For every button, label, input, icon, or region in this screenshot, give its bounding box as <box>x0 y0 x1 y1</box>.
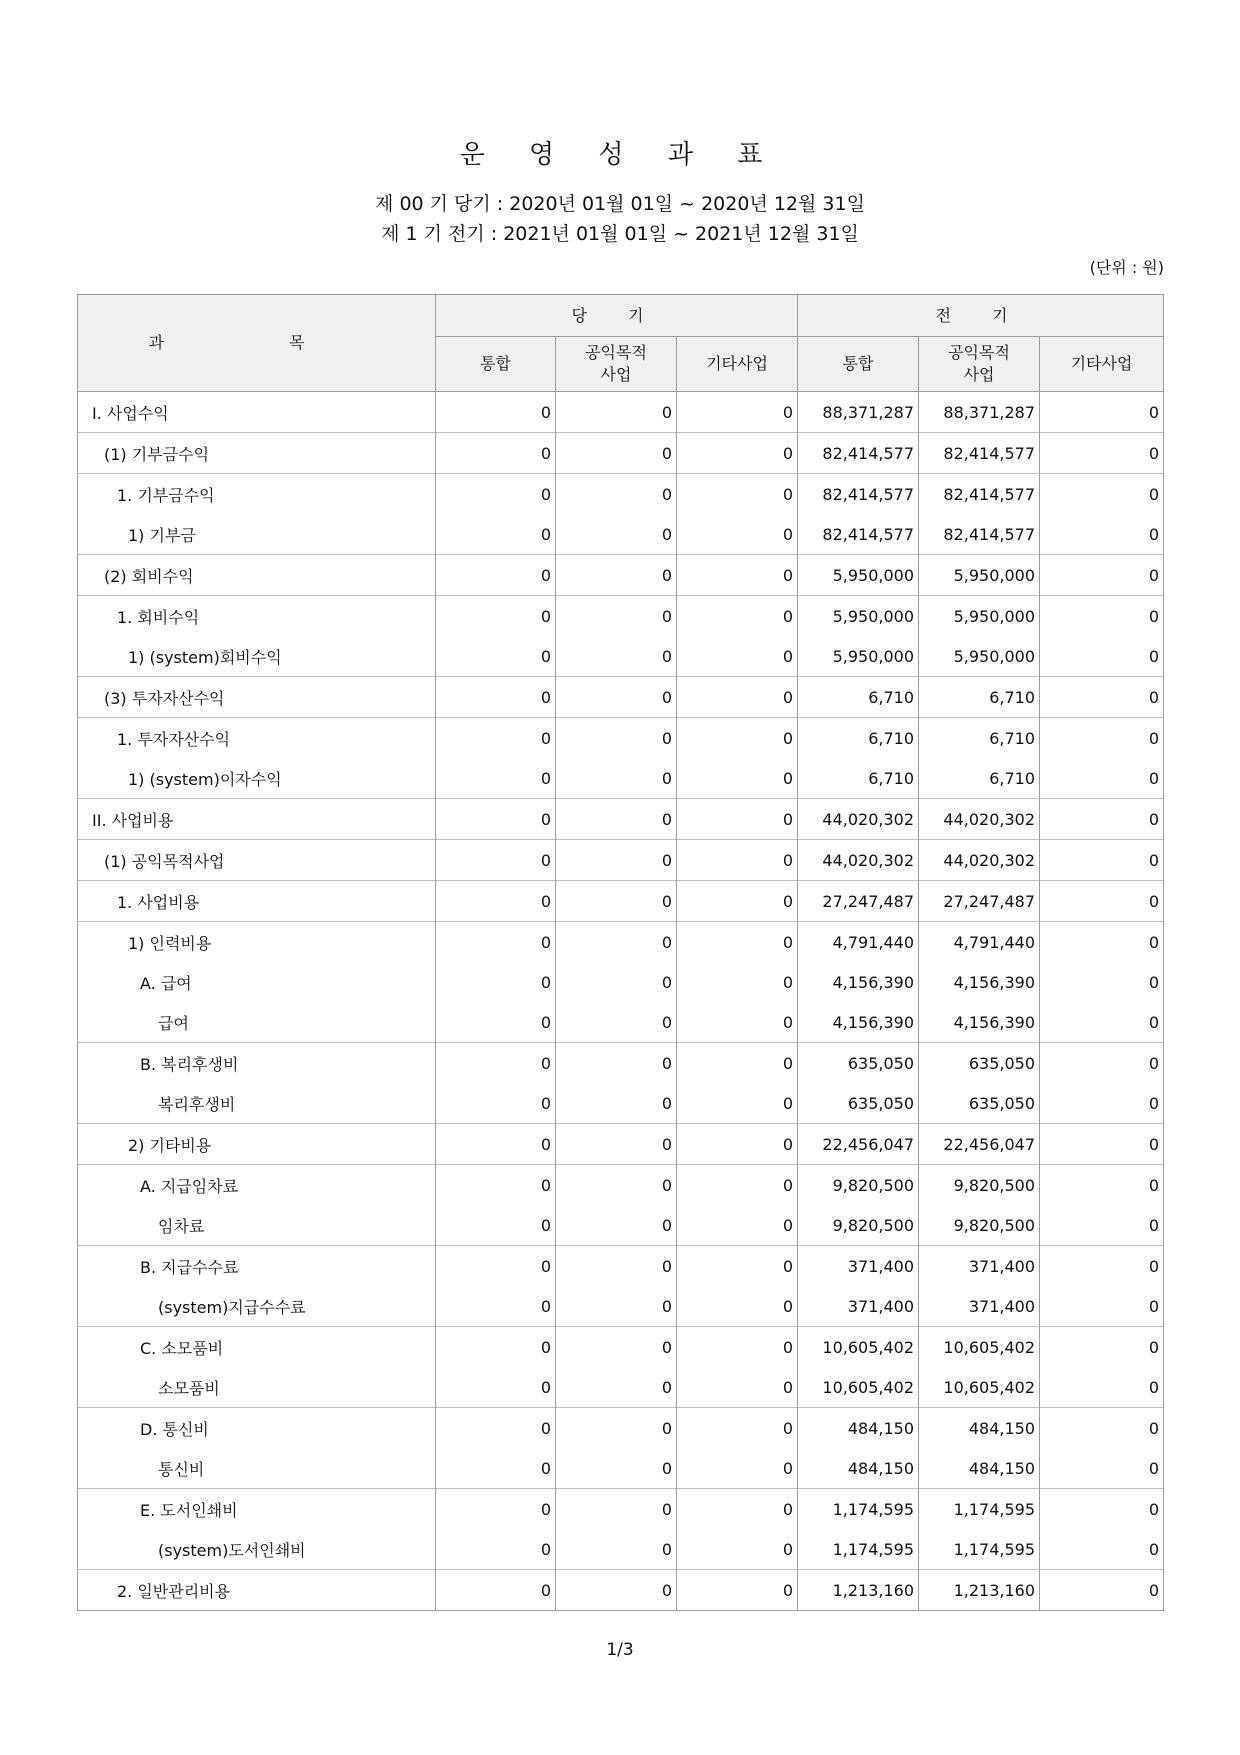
current-other-business-cell: 0 <box>677 718 798 759</box>
current-total-cell: 0 <box>436 1367 556 1408</box>
current-other-business-cell: 0 <box>677 1489 798 1530</box>
current-other-business-cell: 0 <box>677 433 798 474</box>
current-other-business-cell: 0 <box>677 1205 798 1246</box>
account-name-cell: II. 사업비용 <box>78 799 436 840</box>
previous-other-business-cell: 0 <box>1040 555 1164 596</box>
previous-total-cell: 4,156,390 <box>798 1002 919 1043</box>
current-total-cell: 0 <box>436 474 556 515</box>
current-other-business-cell: 0 <box>677 392 798 433</box>
previous-other-business-cell: 0 <box>1040 881 1164 922</box>
previous-other-business-cell: 0 <box>1040 392 1164 433</box>
current-total-cell: 0 <box>436 677 556 718</box>
current-public-purpose-cell: 0 <box>556 881 677 922</box>
previous-public-purpose-cell: 6,710 <box>919 718 1040 759</box>
current-total-cell: 0 <box>436 799 556 840</box>
previous-other-business-cell: 0 <box>1040 922 1164 963</box>
current-public-purpose-cell: 0 <box>556 474 677 515</box>
previous-other-business-cell: 0 <box>1040 596 1164 637</box>
account-name-cell: 1. 사업비용 <box>78 881 436 922</box>
current-total-cell: 0 <box>436 758 556 799</box>
previous-other-business-cell: 0 <box>1040 1448 1164 1489</box>
current-period-header: 당 기 <box>436 295 798 337</box>
previous-total-cell: 44,020,302 <box>798 840 919 881</box>
previous-public-purpose-cell: 82,414,577 <box>919 474 1040 515</box>
table-row <box>78 881 1164 922</box>
previous-period-header: 전 기 <box>798 295 1164 337</box>
current-other-business-cell: 0 <box>677 1165 798 1206</box>
current-public-purpose-cell: 0 <box>556 1570 677 1611</box>
current-total-cell: 0 <box>436 718 556 759</box>
previous-total-cell: 5,950,000 <box>798 636 919 677</box>
account-name-cell: (1) 공익목적사업 <box>78 840 436 881</box>
current-total-cell: 0 <box>436 1205 556 1246</box>
current-total-cell: 0 <box>436 555 556 596</box>
previous-total-header: 통합 <box>798 337 919 392</box>
current-total-cell: 0 <box>436 881 556 922</box>
current-public-purpose-cell: 0 <box>556 1367 677 1408</box>
account-name-cell: 1) 인력비용 <box>78 922 436 963</box>
current-other-business-cell: 0 <box>677 596 798 637</box>
previous-public-purpose-cell: 82,414,577 <box>919 514 1040 555</box>
previous-total-cell: 6,710 <box>798 677 919 718</box>
current-other-business-cell: 0 <box>677 474 798 515</box>
previous-public-purpose-cell: 9,820,500 <box>919 1205 1040 1246</box>
current-public-purpose-cell: 0 <box>556 1529 677 1570</box>
table-row <box>78 1286 1164 1327</box>
table-row <box>78 1367 1164 1408</box>
previous-total-cell: 9,820,500 <box>798 1165 919 1206</box>
account-name-cell: 2) 기타비용 <box>78 1124 436 1165</box>
current-other-business-cell: 0 <box>677 922 798 963</box>
previous-total-cell: 5,950,000 <box>798 555 919 596</box>
current-total-cell: 0 <box>436 1165 556 1206</box>
previous-total-cell: 635,050 <box>798 1043 919 1084</box>
account-name-cell: (3) 투자자산수익 <box>78 677 436 718</box>
previous-other-business-cell: 0 <box>1040 514 1164 555</box>
previous-total-cell: 27,247,487 <box>798 881 919 922</box>
account-name-cell: 소모품비 <box>78 1367 436 1408</box>
previous-total-cell: 88,371,287 <box>798 392 919 433</box>
table-row <box>78 1083 1164 1124</box>
account-name-cell: (system)지급수수료 <box>78 1286 436 1327</box>
current-total-cell: 0 <box>436 840 556 881</box>
current-public-purpose-header: 공익목적 사업 <box>556 337 677 392</box>
current-public-purpose-cell: 0 <box>556 1124 677 1165</box>
previous-total-cell: 9,820,500 <box>798 1205 919 1246</box>
current-total-cell: 0 <box>436 392 556 433</box>
current-public-purpose-cell: 0 <box>556 1408 677 1449</box>
previous-public-purpose-cell: 9,820,500 <box>919 1165 1040 1206</box>
current-public-purpose-cell: 0 <box>556 962 677 1002</box>
previous-public-purpose-cell: 484,150 <box>919 1408 1040 1449</box>
previous-total-cell: 22,456,047 <box>798 1124 919 1165</box>
current-other-business-cell: 0 <box>677 1327 798 1368</box>
previous-other-business-cell: 0 <box>1040 799 1164 840</box>
table-row <box>78 1124 1164 1165</box>
current-public-purpose-cell: 0 <box>556 1286 677 1327</box>
current-total-cell: 0 <box>436 1529 556 1570</box>
table-row <box>78 474 1164 515</box>
account-name-cell: 1. 투자자산수익 <box>78 718 436 759</box>
current-other-business-cell: 0 <box>677 1043 798 1084</box>
current-total-header: 통합 <box>436 337 556 392</box>
previous-other-business-cell: 0 <box>1040 1124 1164 1165</box>
previous-other-business-cell: 0 <box>1040 1286 1164 1327</box>
previous-other-business-cell: 0 <box>1040 1489 1164 1530</box>
previous-public-purpose-cell: 1,213,160 <box>919 1570 1040 1611</box>
current-public-purpose-cell: 0 <box>556 1165 677 1206</box>
current-total-cell: 0 <box>436 962 556 1002</box>
table-header <box>78 295 1164 392</box>
previous-other-business-cell: 0 <box>1040 962 1164 1002</box>
previous-public-purpose-cell: 27,247,487 <box>919 881 1040 922</box>
current-total-cell: 0 <box>436 514 556 555</box>
previous-total-cell: 82,414,577 <box>798 514 919 555</box>
previous-total-cell: 1,213,160 <box>798 1570 919 1611</box>
table-row <box>78 636 1164 677</box>
current-other-business-cell: 0 <box>677 1570 798 1611</box>
account-name-cell: D. 통신비 <box>78 1408 436 1449</box>
previous-total-cell: 1,174,595 <box>798 1489 919 1530</box>
previous-public-purpose-cell: 10,605,402 <box>919 1367 1040 1408</box>
table-row <box>78 1408 1164 1449</box>
previous-total-cell: 82,414,577 <box>798 474 919 515</box>
previous-public-purpose-cell: 1,174,595 <box>919 1489 1040 1530</box>
current-other-business-header: 기타사업 <box>677 337 798 392</box>
previous-other-business-cell: 0 <box>1040 1246 1164 1287</box>
previous-other-business-cell: 0 <box>1040 636 1164 677</box>
current-other-business-cell: 0 <box>677 677 798 718</box>
previous-other-business-cell: 0 <box>1040 1165 1164 1206</box>
previous-other-business-cell: 0 <box>1040 1570 1164 1611</box>
table-body <box>78 392 1164 1611</box>
current-public-purpose-cell: 0 <box>556 718 677 759</box>
current-period-line: 제 00 기 당기 : 2020년 01월 01일 ~ 2020년 12월 31일 <box>375 193 865 215</box>
previous-other-business-cell: 0 <box>1040 1205 1164 1246</box>
table-row <box>78 1205 1164 1246</box>
current-public-purpose-cell: 0 <box>556 514 677 555</box>
page-number: 1/3 <box>606 1640 634 1660</box>
previous-public-purpose-cell: 44,020,302 <box>919 840 1040 881</box>
current-other-business-cell: 0 <box>677 514 798 555</box>
previous-public-purpose-cell: 371,400 <box>919 1246 1040 1287</box>
account-name-cell: 복리후생비 <box>78 1083 436 1124</box>
account-column-header: 과 목 <box>78 295 436 392</box>
previous-public-purpose-cell: 22,456,047 <box>919 1124 1040 1165</box>
current-other-business-cell: 0 <box>677 555 798 596</box>
previous-other-business-cell: 0 <box>1040 1043 1164 1084</box>
current-total-cell: 0 <box>436 1246 556 1287</box>
account-name-cell: 통신비 <box>78 1448 436 1489</box>
current-total-cell: 0 <box>436 1286 556 1327</box>
current-public-purpose-cell: 0 <box>556 1246 677 1287</box>
previous-public-purpose-cell: 44,020,302 <box>919 799 1040 840</box>
account-name-cell: 2. 일반관리비용 <box>78 1570 436 1611</box>
previous-total-cell: 6,710 <box>798 758 919 799</box>
account-name-cell: 임차료 <box>78 1205 436 1246</box>
current-total-cell: 0 <box>436 433 556 474</box>
current-other-business-cell: 0 <box>677 1367 798 1408</box>
previous-other-business-cell: 0 <box>1040 1083 1164 1124</box>
current-total-cell: 0 <box>436 1043 556 1084</box>
table-row <box>78 840 1164 881</box>
previous-public-purpose-cell: 635,050 <box>919 1043 1040 1084</box>
current-other-business-cell: 0 <box>677 881 798 922</box>
current-public-purpose-cell: 0 <box>556 1043 677 1084</box>
table-row <box>78 677 1164 718</box>
current-other-business-cell: 0 <box>677 962 798 1002</box>
table-row <box>78 962 1164 1002</box>
previous-public-purpose-cell: 5,950,000 <box>919 555 1040 596</box>
current-total-cell: 0 <box>436 596 556 637</box>
current-total-cell: 0 <box>436 1408 556 1449</box>
previous-public-purpose-header: 공익목적 사업 <box>919 337 1040 392</box>
current-public-purpose-cell: 0 <box>556 636 677 677</box>
current-other-business-cell: 0 <box>677 1246 798 1287</box>
table-row <box>78 1246 1164 1287</box>
account-name-cell: E. 도서인쇄비 <box>78 1489 436 1530</box>
current-public-purpose-cell: 0 <box>556 596 677 637</box>
previous-public-purpose-cell: 1,174,595 <box>919 1529 1040 1570</box>
previous-public-purpose-cell: 5,950,000 <box>919 596 1040 637</box>
account-name-cell: 1. 회비수익 <box>78 596 436 637</box>
table-row <box>78 1570 1164 1611</box>
current-other-business-cell: 0 <box>677 1124 798 1165</box>
current-other-business-cell: 0 <box>677 1408 798 1449</box>
current-public-purpose-cell: 0 <box>556 1327 677 1368</box>
previous-public-purpose-cell: 4,156,390 <box>919 962 1040 1002</box>
previous-total-cell: 4,791,440 <box>798 922 919 963</box>
current-other-business-cell: 0 <box>677 758 798 799</box>
current-public-purpose-cell: 0 <box>556 1489 677 1530</box>
table-row <box>78 1043 1164 1084</box>
current-public-purpose-cell: 0 <box>556 840 677 881</box>
previous-total-cell: 484,150 <box>798 1448 919 1489</box>
current-total-cell: 0 <box>436 1124 556 1165</box>
current-public-purpose-cell: 0 <box>556 1083 677 1124</box>
table-row <box>78 433 1164 474</box>
previous-public-purpose-cell: 635,050 <box>919 1083 1040 1124</box>
previous-total-cell: 10,605,402 <box>798 1327 919 1368</box>
current-public-purpose-cell: 0 <box>556 1205 677 1246</box>
previous-public-purpose-cell: 82,414,577 <box>919 433 1040 474</box>
account-name-cell: 1) 기부금 <box>78 514 436 555</box>
previous-other-business-cell: 0 <box>1040 474 1164 515</box>
current-total-cell: 0 <box>436 1327 556 1368</box>
previous-total-cell: 371,400 <box>798 1286 919 1327</box>
previous-period-line: 제 1 기 전기 : 2021년 01월 01일 ~ 2021년 12월 31일 <box>381 223 859 245</box>
table-row <box>78 718 1164 759</box>
previous-other-business-cell: 0 <box>1040 677 1164 718</box>
table-row <box>78 1002 1164 1043</box>
account-name-cell: (system)도서인쇄비 <box>78 1529 436 1570</box>
previous-total-cell: 44,020,302 <box>798 799 919 840</box>
account-name-cell: 급여 <box>78 1002 436 1043</box>
previous-total-cell: 82,414,577 <box>798 433 919 474</box>
previous-public-purpose-cell: 4,156,390 <box>919 1002 1040 1043</box>
previous-other-business-cell: 0 <box>1040 758 1164 799</box>
previous-total-cell: 1,174,595 <box>798 1529 919 1570</box>
previous-total-cell: 484,150 <box>798 1408 919 1449</box>
previous-other-business-cell: 0 <box>1040 1327 1164 1368</box>
previous-other-business-cell: 0 <box>1040 718 1164 759</box>
account-name-cell: 1. 기부금수익 <box>78 474 436 515</box>
previous-other-business-cell: 0 <box>1040 433 1164 474</box>
current-other-business-cell: 0 <box>677 636 798 677</box>
table-row <box>78 1165 1164 1206</box>
previous-public-purpose-cell: 6,710 <box>919 758 1040 799</box>
previous-other-business-cell: 0 <box>1040 1529 1164 1570</box>
current-public-purpose-cell: 0 <box>556 433 677 474</box>
current-other-business-cell: 0 <box>677 1286 798 1327</box>
current-total-cell: 0 <box>436 922 556 963</box>
previous-total-cell: 6,710 <box>798 718 919 759</box>
table-row <box>78 514 1164 555</box>
current-total-cell: 0 <box>436 1448 556 1489</box>
table-row <box>78 758 1164 799</box>
current-public-purpose-cell: 0 <box>556 758 677 799</box>
current-public-purpose-cell: 0 <box>556 392 677 433</box>
previous-public-purpose-cell: 10,605,402 <box>919 1327 1040 1368</box>
table-row <box>78 1327 1164 1368</box>
account-name-cell: B. 지급수수료 <box>78 1246 436 1287</box>
current-total-cell: 0 <box>436 1489 556 1530</box>
document-title: 운 영 성 과 표 <box>459 140 781 170</box>
table-row <box>78 1529 1164 1570</box>
previous-total-cell: 4,156,390 <box>798 962 919 1002</box>
table-row <box>78 799 1164 840</box>
table-row <box>78 922 1164 963</box>
current-public-purpose-cell: 0 <box>556 555 677 596</box>
previous-total-cell: 5,950,000 <box>798 596 919 637</box>
current-public-purpose-cell: 0 <box>556 1448 677 1489</box>
unit-label: (단위 : 원) <box>1089 258 1164 277</box>
previous-other-business-cell: 0 <box>1040 1408 1164 1449</box>
current-public-purpose-cell: 0 <box>556 677 677 718</box>
account-name-cell: B. 복리후생비 <box>78 1043 436 1084</box>
current-other-business-cell: 0 <box>677 1529 798 1570</box>
table-row <box>78 555 1164 596</box>
previous-public-purpose-cell: 371,400 <box>919 1286 1040 1327</box>
account-name-cell: A. 급여 <box>78 962 436 1002</box>
previous-public-purpose-cell: 4,791,440 <box>919 922 1040 963</box>
account-name-cell: (2) 회비수익 <box>78 555 436 596</box>
previous-total-cell: 635,050 <box>798 1083 919 1124</box>
account-name-cell: 1) (system)이자수익 <box>78 758 436 799</box>
current-public-purpose-cell: 0 <box>556 799 677 840</box>
current-total-cell: 0 <box>436 1570 556 1611</box>
operating-results-table <box>77 294 1164 1611</box>
account-name-cell: I. 사업수익 <box>78 392 436 433</box>
account-name-cell: (1) 기부금수익 <box>78 433 436 474</box>
table-row <box>78 596 1164 637</box>
current-other-business-cell: 0 <box>677 1083 798 1124</box>
current-other-business-cell: 0 <box>677 799 798 840</box>
previous-other-business-header: 기타사업 <box>1040 337 1164 392</box>
previous-other-business-cell: 0 <box>1040 1002 1164 1043</box>
table-row <box>78 392 1164 433</box>
current-other-business-cell: 0 <box>677 1448 798 1489</box>
current-public-purpose-cell: 0 <box>556 1002 677 1043</box>
previous-public-purpose-cell: 88,371,287 <box>919 392 1040 433</box>
current-total-cell: 0 <box>436 636 556 677</box>
previous-other-business-cell: 0 <box>1040 840 1164 881</box>
previous-total-cell: 371,400 <box>798 1246 919 1287</box>
account-name-cell: A. 지급임차료 <box>78 1165 436 1206</box>
current-total-cell: 0 <box>436 1083 556 1124</box>
previous-public-purpose-cell: 484,150 <box>919 1448 1040 1489</box>
current-other-business-cell: 0 <box>677 1002 798 1043</box>
table-row <box>78 1448 1164 1489</box>
previous-public-purpose-cell: 5,950,000 <box>919 636 1040 677</box>
previous-other-business-cell: 0 <box>1040 1367 1164 1408</box>
previous-public-purpose-cell: 6,710 <box>919 677 1040 718</box>
current-public-purpose-cell: 0 <box>556 922 677 963</box>
current-other-business-cell: 0 <box>677 840 798 881</box>
current-total-cell: 0 <box>436 1002 556 1043</box>
previous-total-cell: 10,605,402 <box>798 1367 919 1408</box>
account-name-cell: C. 소모품비 <box>78 1327 436 1368</box>
account-name-cell: 1) (system)회비수익 <box>78 636 436 677</box>
table-row <box>78 1489 1164 1530</box>
